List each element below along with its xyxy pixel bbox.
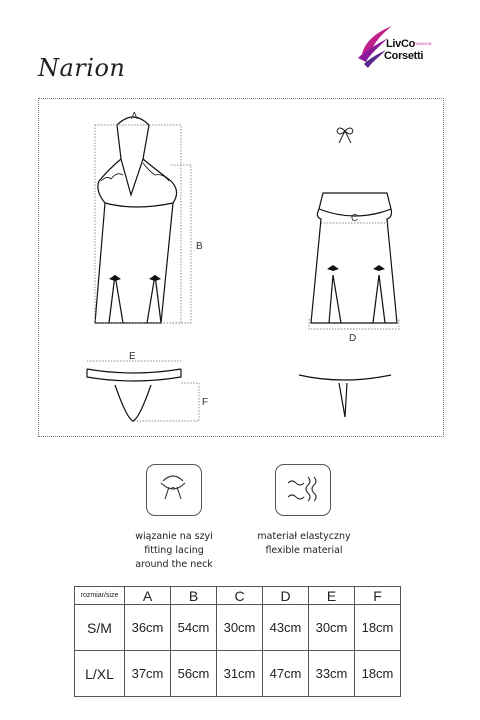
chemise-front-drawing bbox=[95, 117, 177, 323]
brand-tagline: FASHION bbox=[414, 41, 432, 46]
thong-back-drawing bbox=[299, 375, 391, 417]
garment-sketches bbox=[39, 99, 445, 438]
size-table-header bbox=[75, 587, 401, 605]
feature-elastic-pl: materiał elastyczny bbox=[257, 531, 351, 542]
column-header-e: E bbox=[309, 587, 355, 605]
thong-front-drawing bbox=[87, 369, 181, 421]
bow-detail-drawing bbox=[337, 128, 353, 143]
elastic-material-icon bbox=[275, 464, 331, 516]
label-f: F bbox=[202, 397, 209, 408]
table-cell: 18cm bbox=[355, 605, 401, 651]
table-cell: 43cm bbox=[263, 605, 309, 651]
product-title: Narion bbox=[38, 54, 126, 82]
feature-neck-lacing-en1: fitting lacing bbox=[144, 545, 204, 556]
label-b: B bbox=[196, 241, 203, 252]
brand-logo bbox=[356, 24, 456, 70]
size-table bbox=[74, 586, 401, 697]
feature-neck-lacing-pl: wiązanie na szyi bbox=[135, 531, 213, 542]
table-cell: 36cm bbox=[125, 605, 171, 651]
feature-elastic-en: flexible material bbox=[265, 545, 343, 556]
table-cell: 47cm bbox=[263, 651, 309, 697]
size-label-lxl: L/XL bbox=[75, 651, 125, 697]
column-header-a: A bbox=[125, 587, 171, 605]
label-a: A bbox=[131, 111, 138, 122]
technical-sketch-panel bbox=[38, 98, 444, 437]
feature-neck-lacing-en2: around the neck bbox=[135, 559, 213, 570]
measure-a-guide bbox=[95, 125, 181, 323]
table-cell: 54cm bbox=[171, 605, 217, 651]
table-cell: 18cm bbox=[355, 651, 401, 697]
column-header-d: D bbox=[263, 587, 309, 605]
label-d: D bbox=[349, 333, 357, 344]
label-e: E bbox=[129, 351, 136, 362]
neck-tie-icon bbox=[146, 464, 202, 516]
measure-f-guide bbox=[133, 383, 199, 421]
table-cell: 33cm bbox=[309, 651, 355, 697]
label-c: C bbox=[351, 213, 359, 224]
column-header-b: B bbox=[171, 587, 217, 605]
table-cell: 37cm bbox=[125, 651, 171, 697]
table-cell: 56cm bbox=[171, 651, 217, 697]
column-header-f: F bbox=[355, 587, 401, 605]
table-row bbox=[75, 651, 401, 697]
table-cell: 31cm bbox=[217, 651, 263, 697]
table-cell: 30cm bbox=[217, 605, 263, 651]
column-header-c: C bbox=[217, 587, 263, 605]
table-cell: 30cm bbox=[309, 605, 355, 651]
feature-elastic bbox=[226, 530, 382, 558]
measure-d-guide bbox=[309, 319, 399, 329]
table-row bbox=[75, 605, 401, 651]
size-table-corner: rozmiar/size bbox=[75, 587, 125, 605]
brand-name-line1: LivCo bbox=[386, 38, 416, 50]
size-label-sm: S/M bbox=[75, 605, 125, 651]
brand-name-line2: Corsetti bbox=[384, 50, 424, 62]
